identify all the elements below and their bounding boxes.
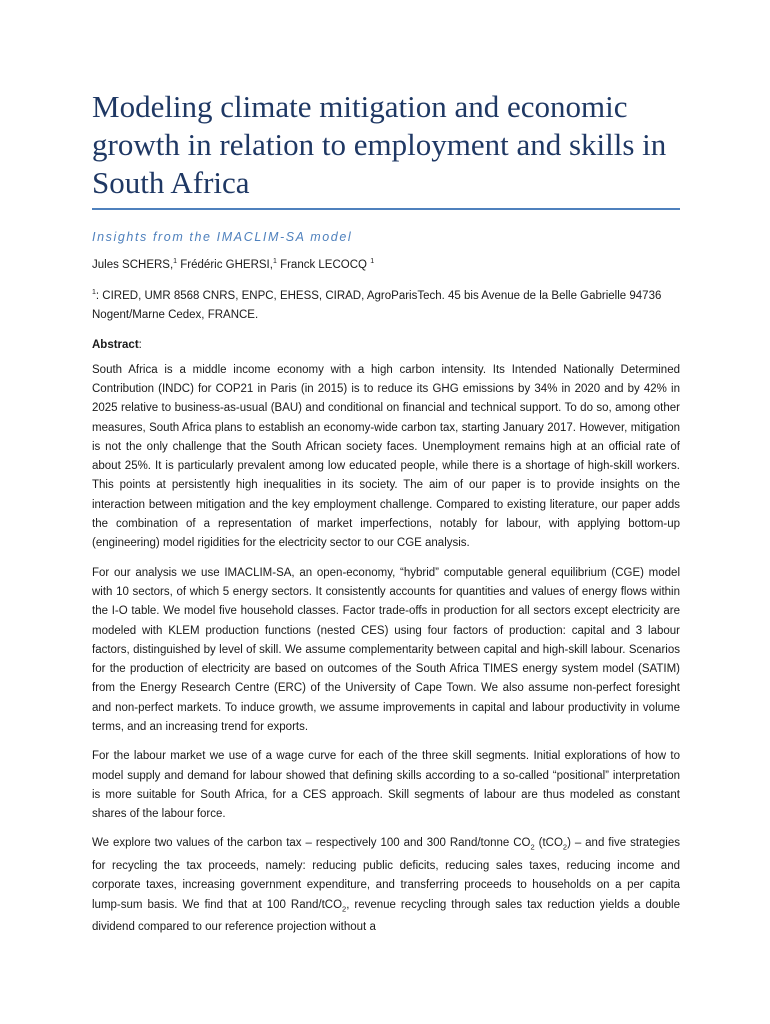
subscript: 2 bbox=[342, 903, 347, 913]
abstract-paragraph-4 bbox=[92, 834, 680, 937]
abstract-paragraph-1: South Africa is a middle income economy with a high carbon intensity. Its Intended Nationally Determined Contribution (INDC) for COP21 in Paris (in 2015) is to reduce its GHG emissions by 34% in 2020 and by 42% in 2025 relative to business-as-usual (BAU) and conditional on financial and technical support. To do so, among other measures, South Africa plans to establish an economy-wide carbon tax, starting January 2017. However, mitigation is not the only challenge that the South African society faces. Unemployment remains high at an official rate of about 25%. It is particularly prevalent among low educated people, while there is a shortage of high-skill workers. This points at persistently high inequalities in its society. The aim of our paper is to provide insights on the interaction between mitigation and the key employment challenge. Compared to existing literature, our paper adds the combination of a representation of market imperfections, notably for labour, with applying bottom-up (engineering) model rigidities for the electricity sector to our CGE analysis. bbox=[92, 363, 680, 550]
author-list bbox=[92, 258, 680, 271]
subscript: 2 bbox=[530, 842, 535, 852]
abstract-colon: : bbox=[138, 338, 142, 351]
subscript: 2 bbox=[562, 842, 568, 852]
author-name: Frédéric GHERSI, bbox=[180, 258, 273, 271]
abstract-heading bbox=[92, 339, 680, 351]
affiliation-mark: 1 bbox=[92, 288, 96, 296]
author-name: Franck LECOCQ bbox=[280, 258, 367, 271]
paper-content bbox=[92, 88, 680, 938]
author-name: Jules SCHERS, bbox=[92, 258, 174, 271]
affiliation bbox=[92, 283, 680, 325]
paragraph-text: (tCO bbox=[534, 837, 563, 850]
paper-title: Modeling climate mitigation and economic growth in relation to employment and skills in South Africa bbox=[92, 89, 667, 200]
title-divider bbox=[92, 208, 680, 210]
abstract-paragraph-2: For our analysis we use IMACLIM-SA, an open-economy, “hybrid” computable general equilibrium (CGE) model with 10 sectors, of which 5 energy sectors. It consistently accounts for quantities and values of energy flows within the I-O table. We model five household classes. Factor trade-offs in production for all sectors except electricity are modeled with KLEM production functions (nested CES) using four factors of production: capital and 3 labour factors, distinguished by level of skill. We assume complementarity between capital and high-skill labour. Scenarios for the production of electricity are based on outcomes of the South Africa TIMES energy system model (SATIM) from the Energy Research Centre (ERC) of the University of Cape Town. We also assume non-perfect foresight and non-perfect markets. To induce growth, we assume improvements in capital and labour productivity in volume terms, and an increasing trend for exports. bbox=[92, 566, 680, 733]
abstract-label: Abstract bbox=[92, 338, 139, 351]
paragraph-text: , revenue recycling through sales tax reduction yields a double dividend compared to our reference projection without a bbox=[92, 898, 680, 934]
abstract-paragraph-3: For the labour market we use of a wage curve for each of the three skill segments. Initial explorations of how to model supply and demand for labour showed that defining skills according to a so-called “positional” interpretation is more suitable for South Africa, for a CES approach. Skill segments of labour are thus modeled as constant shares of the labour force. bbox=[92, 750, 680, 821]
paper-subtitle: Insights from the IMACLIM-SA model bbox=[92, 230, 353, 244]
author-affiliation-mark: 1 bbox=[370, 258, 375, 265]
author-affiliation-mark: 1 bbox=[173, 258, 178, 265]
affiliation-text: : CIRED, UMR 8568 CNRS, ENPC, EHESS, CIRAD, AgroParisTech. 45 bis Avenue de la Belle Gabrielle 94736 Nogent/Marne Cedex, FRANCE. bbox=[92, 289, 662, 321]
paragraph-text: ) – and five strategies for recycling the tax proceeds, namely: reducing public deficits, reducing sales taxes, reducing income and corporate taxes, increasing government expenditure, and transferring proceeds to households on a per capita lump-sum basis. We find that at 100 Rand/tCO bbox=[92, 837, 680, 911]
author-affiliation-mark: 1 bbox=[272, 258, 277, 265]
paragraph-text: We explore two values of the carbon tax – respectively 100 and 300 Rand/tonne CO bbox=[92, 837, 531, 850]
